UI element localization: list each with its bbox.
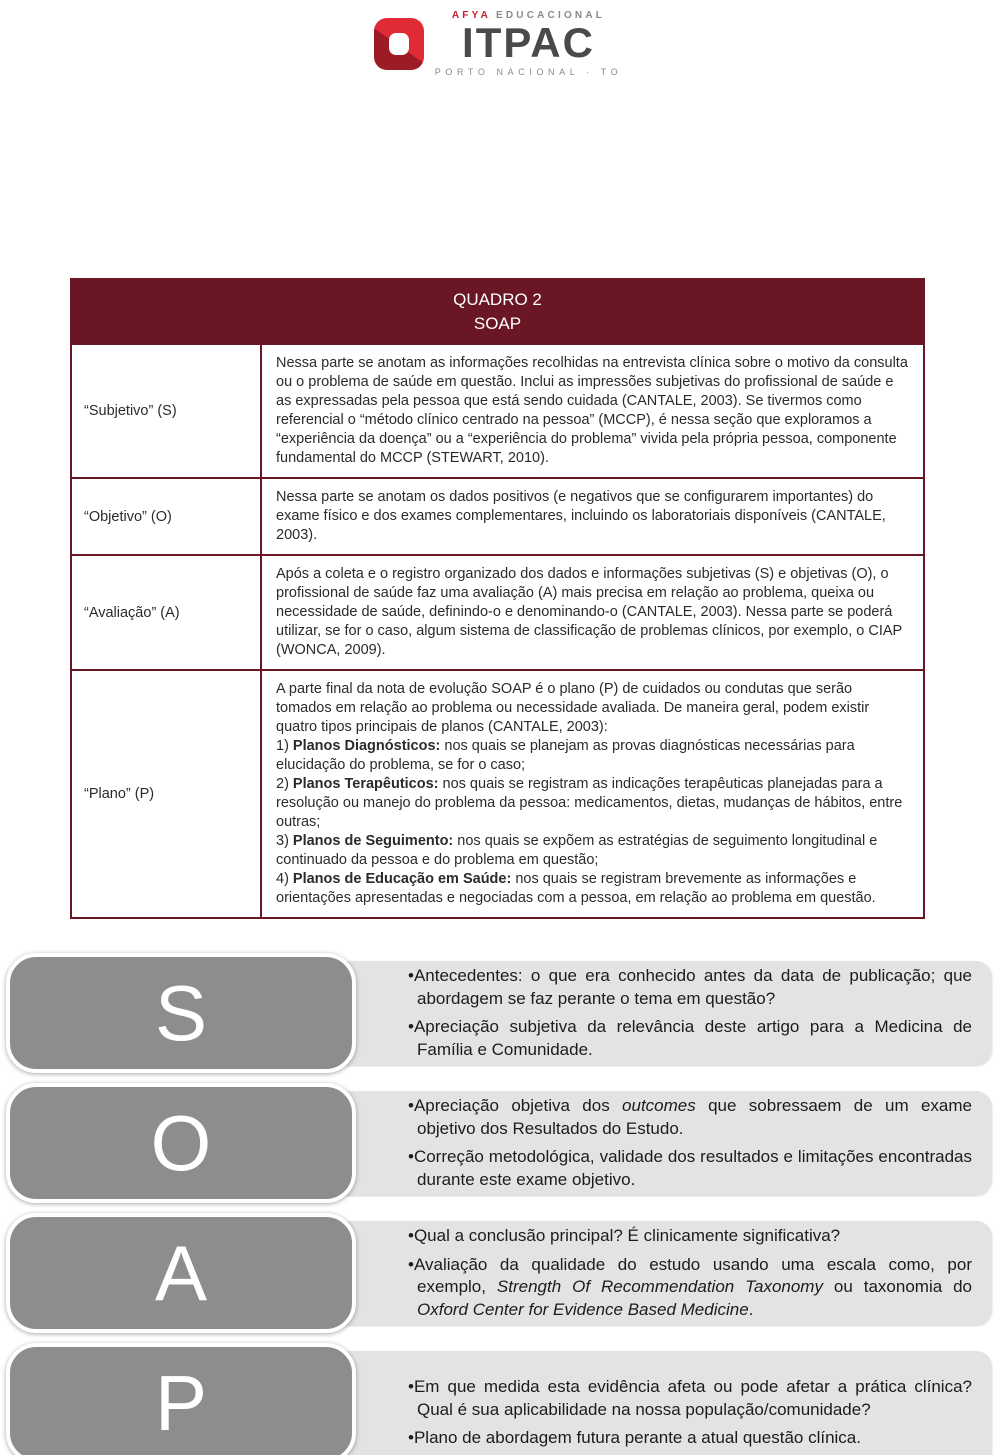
table-row-subjetivo: [72, 343, 923, 477]
row-text-avaliacao: Após a coleta e o registro organizado dos dados e informações subjetivas (S) e objetivas (O), o profissional de saúde faz uma avaliação (A) mais precisa em relação ao problema, queixa ou necessidade de saúde, definindo-o e denominando-o (CANTALE, 2003). Nessa parte se poderá utilizar, se for o caso, algum sistema de classificação de problemas clínicos, por exemplo, o CIAP (WONCA, 2009).: [276, 566, 902, 658]
soap-block-o: [0, 1083, 996, 1203]
table-title-line1: QUADRO 2: [453, 289, 542, 309]
bullet-item: • Qual a conclusão principal? É clinicamente significativa?: [408, 1225, 972, 1248]
row-label-objetivo: “Objetivo” (O): [72, 479, 262, 554]
table-row-plano: [72, 669, 923, 917]
bullet-item: • Antecedentes: o que era conhecido antes da data de publicação; que abordagem se faz perante o tema em questão?: [408, 965, 972, 1010]
logo-location-label: PORTO NACIONAL · TO: [434, 67, 623, 78]
logo-brand-name: ITPAC: [462, 19, 595, 66]
row-text-objetivo: Nessa parte se anotam os dados positivos (e negativos que se configurarem importantes) do exame físico e dos exames complementares, incluindo os laboratoriais disponíveis (CANTALE, 2003).: [276, 489, 886, 543]
row-text-subjetivo: Nessa parte se anotam as informações recolhidas na entrevista clínica sobre o motivo da consulta ou o problema de saúde em questão. Inclui as impressões subjetivas do profissional de saúde e as expressadas pela pessoa que está sendo cuidada (CANTALE, 2003). Se tivermos como referencial o “método clínico centrado na pessoa” (MCCP), é nessa seção que exploramos a “experiência da doença” ou a “experiência do problema” vivida pela própria pessoa, componente fundamental do MCCP (STEWART, 2010).: [276, 355, 908, 466]
bullet-item: • Plano de abordagem futura perante a atual questão clínica.: [408, 1427, 972, 1450]
row-text-plano: A parte final da nota de evolução SOAP é o plano (P) de cuidados ou condutas que serão tomados em relação ao problema ou necessidade avaliada. De maneira geral, podem existir quatro tipos principais de planos (CANTALE, 2003): 1) Planos Diagnósticos: nos quais se planejam as provas diagnósticas necessárias para elucidação do problema, se for o caso; 2) Planos Terapêuticos: nos quais se registram as indicações terapêuticas planejadas para a resolução ou manejo do problema da pessoa: medicamentos, dietas, mudanças de hábitos, entre outras; 3) Planos de Seguimento: nos quais se expõem as estratégias de seguimento longitudinal e continuado da pessoa e do problema em questão; 4) Planos de Educação em Saúde: nos quais se registram brevemente as informações e orientações apresentadas e negociadas com a pessoa, em relação ao problema em questão.: [276, 681, 903, 906]
bullet-item: • Correção metodológica, validade dos resultados e limitações encontradas durante este exame objetivo.: [408, 1146, 972, 1191]
logo-afya-label: AFYA: [451, 10, 491, 21]
soap-table-header: [72, 280, 923, 343]
row-label-subjetivo: “Subjetivo” (S): [72, 345, 262, 477]
table-row-avaliacao: [72, 554, 923, 669]
bullet-item: • Apreciação objetiva dos outcomes que sobressaem de um exame objetivo dos Resultados do Estudo.: [408, 1095, 972, 1140]
logo-text-block: [435, 10, 622, 77]
itpac-logo-icon: [374, 18, 424, 70]
logo-educacional-label: EDUCACIONAL: [496, 10, 606, 21]
table-row-objetivo: [72, 477, 923, 554]
table-title-line2: SOAP: [473, 313, 522, 333]
soap-block-s: [0, 953, 996, 1073]
letter-box-s: S: [6, 953, 356, 1073]
itpac-logo: [0, 10, 996, 77]
bullet-item: • Em que medida esta evidência afeta ou pode afetar a prática clínica? Qual é sua aplicabilidade na nossa população/comunidade?: [408, 1376, 972, 1421]
letter-box-p: P: [6, 1343, 356, 1455]
soap-table: [70, 278, 925, 919]
soap-block-p: [0, 1343, 996, 1455]
row-label-plano: “Plano” (P): [72, 671, 262, 917]
letter-box-a: A: [6, 1213, 356, 1333]
letter-box-o: O: [6, 1083, 356, 1203]
bullet-item: • Apreciação subjetiva da relevância deste artigo para a Medicina de Família e Comunidade.: [408, 1016, 972, 1061]
row-label-avaliacao: “Avaliação” (A): [72, 556, 262, 669]
bullet-item: • Avaliação da qualidade do estudo usando uma escala como, por exemplo, Strength Of Recommendation Taxonomy ou taxonomia do Oxford Center for Evidence Based Medicine.: [408, 1254, 972, 1322]
soap-block-a: [0, 1213, 996, 1333]
